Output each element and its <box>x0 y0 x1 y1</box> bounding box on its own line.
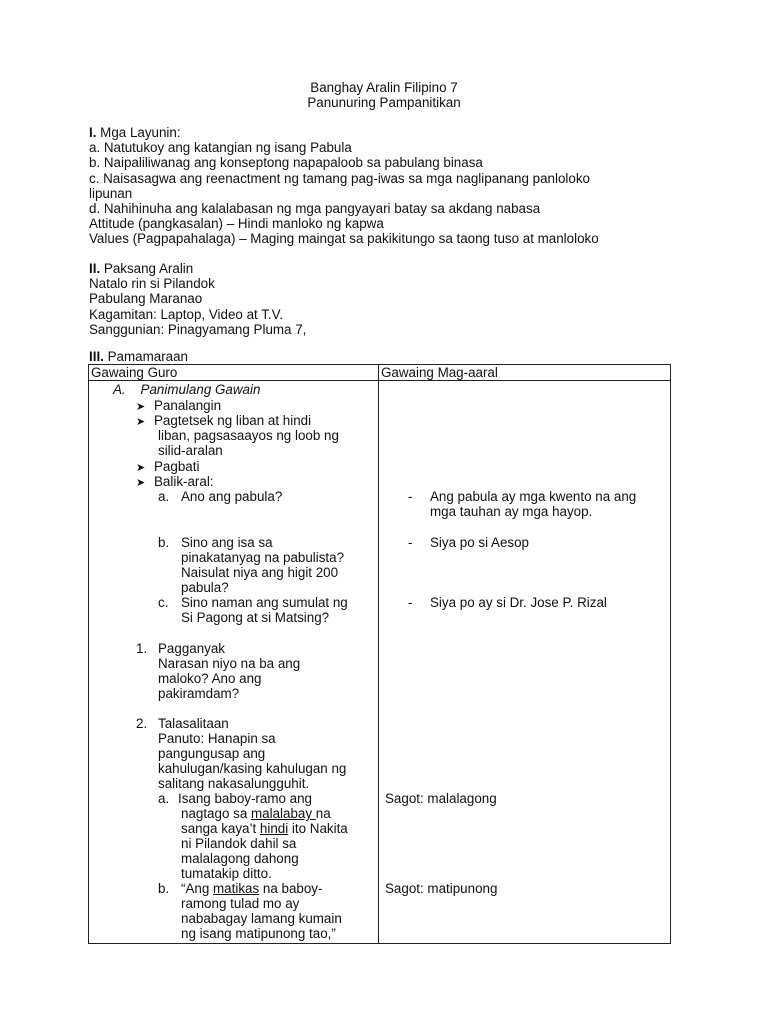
objective-item: Attitude (pangkasalan) – Hindi manloko ng kapwa <box>89 216 384 232</box>
review-question: pabula? <box>181 580 229 595</box>
underlined-word: malalabay <box>251 806 316 821</box>
section-heading: II. Paksang Aralin <box>89 261 194 276</box>
objective-item: d. Nahihinuha ang kalalabasan ng mga pangyayari batay sa akdang nabasa <box>89 201 541 217</box>
section-objectives <box>89 125 689 247</box>
review-question: Ano ang pabula? <box>181 489 283 504</box>
bullet-item: ➤ Balik-aral: <box>136 474 214 491</box>
underlined-word: matikas <box>213 881 260 896</box>
section-heading: III. Pamamaraan <box>89 349 188 364</box>
motivation-number: 1. <box>136 641 148 656</box>
vocab-sentence: nababagay lamang kumain <box>181 911 342 926</box>
answer-text: Ang pabula ay mga kwento na ang <box>430 489 637 504</box>
vocab-sentence: ni Pilandok dahil sa <box>181 836 297 851</box>
vocab-sentence: malalagong dahong <box>181 851 299 866</box>
underlined-word: hindi <box>259 821 289 836</box>
vocab-answer: Sagot: matipunong <box>385 881 498 896</box>
vocab-text: Panuto: Hanapin sa <box>158 731 276 746</box>
review-question: pinakatanyag na pabulista? <box>181 550 345 565</box>
vocab-text: pangungusap ang <box>158 746 266 761</box>
review-question: Sino ang isa sa <box>181 535 273 550</box>
vocab-sentence: nagtago sa malalabay na <box>181 806 331 821</box>
arrow-bullet-icon: ➤ <box>136 462 146 474</box>
vocab-sentence: Isang baboy-ramo ang <box>178 791 312 806</box>
answer-dash: - <box>408 535 413 550</box>
review-question: Sino naman ang sumulat ng <box>181 595 348 610</box>
objective-item: lipunan <box>89 185 133 201</box>
bullet-item: ➤ Pagbati <box>136 459 199 476</box>
procedure-table <box>88 364 671 944</box>
motivation-text: pakiramdam? <box>158 686 240 701</box>
title-line-1: Banghay Aralin Filipino 7 <box>310 80 458 95</box>
motivation-text: maloko? Ano ang <box>158 671 262 686</box>
motivation-title: Pagganyak <box>158 641 226 656</box>
title-line-2: Panunuring Pampanitikan <box>307 95 461 110</box>
review-label: b. <box>158 535 170 550</box>
review-question: Naisulat niya ang higit 200 <box>181 565 339 580</box>
objective-item: c. Naisasagwa ang reenactment ng tamang pag-iwas sa mga naglipanang panloloko <box>89 170 590 186</box>
vocab-sentence: sanga kaya’t hindi ito Nakita <box>181 821 348 836</box>
review-label: a. <box>158 489 170 504</box>
column-header-teacher: Gawaing Guro <box>89 365 379 381</box>
motivation-text: Narasan niyo na ba ang <box>158 656 301 671</box>
part-a-heading: A. Panimulang Gawain <box>113 382 261 397</box>
bullet-item: ➤ Pagtetsek ng liban at hindi <box>136 413 311 430</box>
review-question: Si Pagong at si Matsing? <box>181 610 330 625</box>
section-subject <box>89 261 689 337</box>
answer-text: Siya po si Aesop <box>430 535 530 550</box>
objective-item: Values (Pagpapahalaga) – Maging maingat sa pakikitungo sa taong tuso at manloloko <box>89 231 599 247</box>
vocab-answer: Sagot: malalagong <box>385 791 497 806</box>
objective-item: a. Natutukoy ang katangian ng isang Pabula <box>89 140 352 156</box>
objective-item: b. Naipaliliwanag ang konseptong napapaloob sa pabulang binasa <box>89 155 483 171</box>
subject-item: Pabulang Maranao <box>89 291 203 307</box>
vocab-sentence: “Ang matikas na baboy- <box>181 881 323 896</box>
vocab-title: Talasalitaan <box>158 716 229 731</box>
column-header-student: Gawaing Mag-aaral <box>379 365 671 381</box>
answer-dash: - <box>408 489 413 504</box>
bullet-continuation: silid-aralan <box>158 443 223 458</box>
vocab-sentence: ramong tulad mo ay <box>181 896 300 911</box>
vocab-number: 2. <box>136 716 148 731</box>
document-title <box>0 80 768 110</box>
bullet-item: ➤ Panalangin <box>136 398 221 415</box>
student-cell <box>379 381 671 944</box>
vocab-label: b. <box>158 881 170 896</box>
subject-item: Kagamitan: Laptop, Video at T.V. <box>89 306 284 322</box>
arrow-bullet-icon: ➤ <box>136 416 146 428</box>
review-label: c. <box>158 595 169 610</box>
vocab-label: a. <box>158 791 170 806</box>
subject-item: Natalo rin si Pilandok <box>89 276 215 292</box>
vocab-text: salitang nakasalungguhit. <box>158 776 310 791</box>
vocab-text: kahulugan/kasing kahulugan ng <box>158 761 347 776</box>
answer-text: mga tauhan ay mga hayop. <box>430 504 593 519</box>
arrow-bullet-icon: ➤ <box>136 477 146 489</box>
vocab-sentence: ng isang matipunong tao,” <box>181 926 336 941</box>
arrow-bullet-icon: ➤ <box>136 401 146 413</box>
bullet-continuation: liban, pagsasaayos ng loob ng <box>158 428 339 443</box>
answer-text: Siya po ay si Dr. Jose P. Rizal <box>430 595 607 610</box>
section-heading: I. Mga Layunin: <box>89 125 181 140</box>
teacher-cell <box>89 381 379 944</box>
vocab-sentence: tumatakip ditto. <box>181 866 272 881</box>
answer-dash: - <box>408 595 413 610</box>
section-procedure <box>89 349 689 364</box>
subject-item: Sanggunian: Pinagyamang Pluma 7, <box>89 321 307 337</box>
